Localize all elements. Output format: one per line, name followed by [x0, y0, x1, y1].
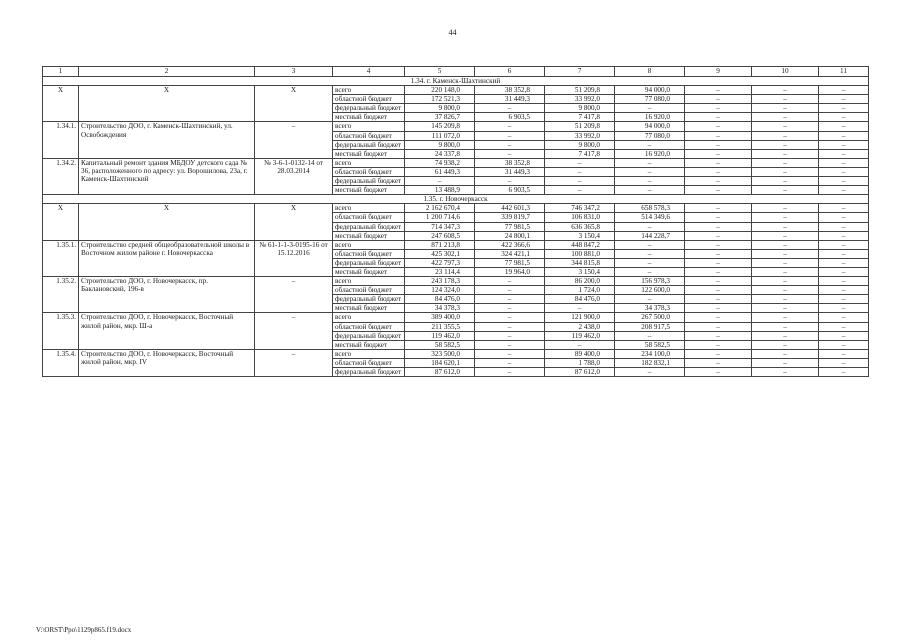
amount-cell: –: [475, 358, 545, 367]
amount-cell: 144 228,7: [615, 231, 685, 240]
funding-source: всего: [333, 349, 405, 358]
amount-cell: –: [615, 177, 685, 186]
amount-cell: 24 337,8: [405, 149, 475, 158]
amount-cell: –: [752, 349, 819, 358]
amount-cell: 344 815,8: [545, 258, 615, 267]
section-title: 1.34. г. Каменск-Шахтинский: [43, 77, 869, 86]
amount-cell: –: [752, 222, 819, 231]
funding-source: федеральный бюджет: [333, 222, 405, 231]
amount-cell: 3 150,4: [545, 267, 615, 276]
amount-cell: 24 800,1: [475, 231, 545, 240]
amount-cell: –: [819, 267, 869, 276]
amount-cell: –: [685, 95, 752, 104]
amount-cell: –: [752, 313, 819, 322]
amount-cell: 87 612,0: [545, 368, 615, 377]
amount-cell: –: [819, 331, 869, 340]
amount-cell: 7 417,8: [545, 149, 615, 158]
amount-cell: 746 347,2: [545, 204, 615, 213]
amount-cell: –: [475, 313, 545, 322]
amount-cell: 16 920,0: [615, 149, 685, 158]
amount-cell: 121 900,0: [545, 313, 615, 322]
amount-cell: 16 920,0: [615, 113, 685, 122]
funding-source: федеральный бюджет: [333, 295, 405, 304]
funding-source: всего: [333, 240, 405, 249]
amount-cell: –: [685, 222, 752, 231]
amount-cell: 2 438,0: [545, 322, 615, 331]
amount-cell: –: [752, 231, 819, 240]
amount-cell: 38 352,8: [475, 86, 545, 95]
amount-cell: –: [752, 177, 819, 186]
amount-cell: –: [475, 149, 545, 158]
amount-cell: –: [752, 149, 819, 158]
item-number: X: [43, 86, 79, 122]
amount-cell: 636 365,8: [545, 222, 615, 231]
item-document: № 61-1-1-3-0195-16 от 15.12.2016: [255, 240, 333, 276]
amount-cell: –: [752, 104, 819, 113]
amount-cell: –: [819, 304, 869, 313]
amount-cell: 658 578,3: [615, 204, 685, 213]
amount-cell: –: [685, 331, 752, 340]
amount-cell: –: [615, 267, 685, 276]
amount-cell: –: [685, 231, 752, 240]
amount-cell: –: [685, 304, 752, 313]
amount-cell: 111 072,0: [405, 131, 475, 140]
amount-cell: –: [475, 104, 545, 113]
amount-cell: –: [819, 104, 869, 113]
amount-cell: –: [752, 304, 819, 313]
amount-cell: –: [752, 186, 819, 195]
column-number: 2: [79, 67, 255, 77]
file-path-footer: V:\ORST\Ppo\1129p865.f19.docx: [36, 626, 132, 634]
amount-cell: –: [615, 331, 685, 340]
budget-table: [42, 66, 869, 377]
column-number: 10: [752, 67, 819, 77]
amount-cell: –: [752, 240, 819, 249]
funding-source: областной бюджет: [333, 95, 405, 104]
amount-cell: 714 347,3: [405, 222, 475, 231]
amount-cell: –: [752, 368, 819, 377]
amount-cell: 324 421,1: [475, 249, 545, 258]
amount-cell: –: [685, 122, 752, 131]
amount-cell: –: [752, 331, 819, 340]
amount-cell: 100 881,0: [545, 249, 615, 258]
amount-cell: –: [819, 122, 869, 131]
funding-source: всего: [333, 158, 405, 167]
amount-cell: –: [685, 295, 752, 304]
funding-source: областной бюджет: [333, 213, 405, 222]
page-number: 44: [448, 28, 457, 37]
amount-cell: –: [752, 340, 819, 349]
amount-cell: –: [685, 258, 752, 267]
amount-cell: –: [819, 258, 869, 267]
column-number: 7: [545, 67, 615, 77]
amount-cell: 124 324,0: [405, 286, 475, 295]
funding-source: всего: [333, 122, 405, 131]
amount-cell: 1 724,0: [545, 286, 615, 295]
amount-cell: –: [819, 149, 869, 158]
amount-cell: –: [819, 322, 869, 331]
amount-cell: 89 400,0: [545, 349, 615, 358]
amount-cell: –: [819, 167, 869, 176]
amount-cell: –: [685, 368, 752, 377]
amount-cell: –: [752, 249, 819, 258]
amount-cell: –: [819, 249, 869, 258]
funding-source: федеральный бюджет: [333, 331, 405, 340]
amount-cell: –: [405, 177, 475, 186]
amount-cell: –: [685, 349, 752, 358]
amount-cell: 9 800,0: [545, 104, 615, 113]
funding-source: местный бюджет: [333, 267, 405, 276]
amount-cell: –: [475, 349, 545, 358]
amount-cell: 34 378,3: [405, 304, 475, 313]
amount-cell: 339 819,7: [475, 213, 545, 222]
table-row: [43, 204, 869, 213]
amount-cell: 122 600,0: [615, 286, 685, 295]
item-document: № 3-6-1-0132-14 от 28.03.2014: [255, 158, 333, 194]
item-number: X: [43, 204, 79, 240]
section-title-row: [43, 77, 869, 86]
amount-cell: –: [475, 140, 545, 149]
amount-cell: –: [819, 177, 869, 186]
column-number: 5: [405, 67, 475, 77]
amount-cell: –: [685, 249, 752, 258]
amount-cell: 9 800,0: [405, 140, 475, 149]
amount-cell: –: [752, 95, 819, 104]
funding-source: областной бюджет: [333, 249, 405, 258]
amount-cell: –: [752, 86, 819, 95]
amount-cell: 323 500,0: [405, 349, 475, 358]
funding-source: всего: [333, 86, 405, 95]
amount-cell: 58 582,5: [405, 340, 475, 349]
amount-cell: 94 000,0: [615, 86, 685, 95]
amount-cell: –: [752, 295, 819, 304]
item-name: X: [79, 86, 255, 122]
amount-cell: –: [685, 286, 752, 295]
amount-cell: –: [685, 322, 752, 331]
column-number-row: [43, 67, 869, 77]
amount-cell: –: [752, 131, 819, 140]
item-name: Строительство ДОО, г. Новочеркасск, Восточный жилой район, мкр. IV: [79, 349, 255, 376]
amount-cell: –: [752, 322, 819, 331]
amount-cell: –: [752, 286, 819, 295]
column-number: 3: [255, 67, 333, 77]
amount-cell: –: [615, 167, 685, 176]
amount-cell: –: [752, 204, 819, 213]
amount-cell: 94 000,0: [615, 122, 685, 131]
amount-cell: 34 378,3: [615, 304, 685, 313]
amount-cell: –: [685, 158, 752, 167]
funding-source: местный бюджет: [333, 231, 405, 240]
table-row: [43, 86, 869, 95]
amount-cell: –: [685, 240, 752, 249]
amount-cell: –: [819, 222, 869, 231]
item-name: Строительство ДОО, г. Каменск-Шахтинский, ул. Освобождения: [79, 122, 255, 158]
amount-cell: –: [475, 304, 545, 313]
amount-cell: 23 114,4: [405, 267, 475, 276]
amount-cell: 106 831,0: [545, 213, 615, 222]
amount-cell: 234 100,0: [615, 349, 685, 358]
amount-cell: 58 582,5: [615, 340, 685, 349]
funding-source: областной бюджет: [333, 322, 405, 331]
amount-cell: 211 355,5: [405, 322, 475, 331]
amount-cell: –: [752, 267, 819, 276]
amount-cell: 77 981,5: [475, 222, 545, 231]
amount-cell: –: [685, 177, 752, 186]
table-row: [43, 277, 869, 286]
amount-cell: 77 080,0: [615, 95, 685, 104]
funding-source: местный бюджет: [333, 340, 405, 349]
amount-cell: –: [819, 95, 869, 104]
amount-cell: 19 964,0: [475, 267, 545, 276]
amount-cell: 77 080,0: [615, 131, 685, 140]
amount-cell: –: [819, 204, 869, 213]
amount-cell: –: [685, 149, 752, 158]
amount-cell: –: [819, 313, 869, 322]
amount-cell: –: [475, 331, 545, 340]
column-number: 9: [685, 67, 752, 77]
amount-cell: 514 349,6: [615, 213, 685, 222]
item-number: 1.34.2.: [43, 158, 79, 194]
amount-cell: 87 612,0: [405, 368, 475, 377]
amount-cell: 84 476,0: [545, 295, 615, 304]
amount-cell: –: [475, 286, 545, 295]
amount-cell: –: [615, 368, 685, 377]
amount-cell: –: [752, 122, 819, 131]
amount-cell: 61 449,3: [405, 167, 475, 176]
amount-cell: 145 209,8: [405, 122, 475, 131]
amount-cell: 9 800,0: [405, 104, 475, 113]
funding-source: всего: [333, 313, 405, 322]
amount-cell: 9 800,0: [545, 140, 615, 149]
amount-cell: –: [685, 204, 752, 213]
funding-source: федеральный бюджет: [333, 140, 405, 149]
amount-cell: –: [685, 104, 752, 113]
amount-cell: –: [819, 340, 869, 349]
amount-cell: –: [819, 295, 869, 304]
amount-cell: –: [819, 113, 869, 122]
table-row: [43, 122, 869, 131]
amount-cell: –: [615, 222, 685, 231]
amount-cell: 3 150,4: [545, 231, 615, 240]
amount-cell: –: [685, 277, 752, 286]
amount-cell: –: [819, 86, 869, 95]
funding-source: федеральный бюджет: [333, 177, 405, 186]
funding-source: областной бюджет: [333, 131, 405, 140]
amount-cell: 31 449,3: [475, 95, 545, 104]
amount-cell: –: [475, 322, 545, 331]
funding-source: всего: [333, 204, 405, 213]
amount-cell: 422 366,6: [475, 240, 545, 249]
amount-cell: –: [752, 158, 819, 167]
funding-source: местный бюджет: [333, 304, 405, 313]
amount-cell: 422 797,3: [405, 258, 475, 267]
item-number: 1.35.4.: [43, 349, 79, 376]
amount-cell: 6 903,5: [475, 186, 545, 195]
amount-cell: –: [615, 258, 685, 267]
item-name: Капитальный ремонт здания МБДОУ детского сада № 36, расположенного по адресу: ул. Ворошилова, 23а, г. Каменск-Шахтинский: [79, 158, 255, 194]
amount-cell: –: [819, 186, 869, 195]
amount-cell: –: [685, 358, 752, 367]
amount-cell: –: [819, 286, 869, 295]
amount-cell: –: [819, 213, 869, 222]
amount-cell: 243 178,3: [405, 277, 475, 286]
amount-cell: –: [685, 340, 752, 349]
item-number: 1.34.1.: [43, 122, 79, 158]
funding-source: федеральный бюджет: [333, 258, 405, 267]
funding-source: местный бюджет: [333, 113, 405, 122]
amount-cell: 33 992,0: [545, 131, 615, 140]
funding-source: областной бюджет: [333, 358, 405, 367]
amount-cell: –: [752, 258, 819, 267]
amount-cell: –: [475, 340, 545, 349]
amount-cell: –: [545, 177, 615, 186]
amount-cell: –: [685, 313, 752, 322]
amount-cell: –: [475, 122, 545, 131]
amount-cell: –: [615, 140, 685, 149]
amount-cell: 31 449,3: [475, 167, 545, 176]
amount-cell: 220 148,0: [405, 86, 475, 95]
column-number: 4: [333, 67, 405, 77]
funding-source: областной бюджет: [333, 167, 405, 176]
amount-cell: 51 209,8: [545, 122, 615, 131]
amount-cell: 247 608,5: [405, 231, 475, 240]
item-name: Строительство ДОО, г. Новочеркасск, пр. Баклановский, 196-в: [79, 277, 255, 313]
amount-cell: –: [615, 249, 685, 258]
amount-cell: –: [545, 158, 615, 167]
amount-cell: –: [615, 240, 685, 249]
amount-cell: 871 213,8: [405, 240, 475, 249]
item-document: X: [255, 204, 333, 240]
section-title: 1.35. г. Новочеркасск: [43, 195, 869, 204]
amount-cell: –: [475, 277, 545, 286]
amount-cell: 208 917,5: [615, 322, 685, 331]
amount-cell: 84 476,0: [405, 295, 475, 304]
amount-cell: –: [819, 140, 869, 149]
item-name: Строительство средней общеобразовательной школы в Восточном жилом районе г. Новочеркасска: [79, 240, 255, 276]
amount-cell: –: [615, 158, 685, 167]
amount-cell: –: [819, 349, 869, 358]
amount-cell: 86 200,0: [545, 277, 615, 286]
column-number: 1: [43, 67, 79, 77]
amount-cell: 425 302,1: [405, 249, 475, 258]
funding-source: федеральный бюджет: [333, 104, 405, 113]
amount-cell: 119 462,0: [405, 331, 475, 340]
amount-cell: –: [545, 340, 615, 349]
item-name: X: [79, 204, 255, 240]
amount-cell: –: [475, 368, 545, 377]
amount-cell: –: [475, 131, 545, 140]
amount-cell: –: [685, 213, 752, 222]
amount-cell: –: [545, 186, 615, 195]
amount-cell: 389 400,0: [405, 313, 475, 322]
amount-cell: –: [545, 304, 615, 313]
amount-cell: 51 209,8: [545, 86, 615, 95]
item-document: X: [255, 86, 333, 122]
item-document: –: [255, 349, 333, 376]
amount-cell: 119 462,0: [545, 331, 615, 340]
amount-cell: –: [819, 231, 869, 240]
item-number: 1.35.3.: [43, 313, 79, 349]
amount-cell: –: [819, 358, 869, 367]
amount-cell: 77 981,5: [475, 258, 545, 267]
column-number: 8: [615, 67, 685, 77]
amount-cell: 448 847,2: [545, 240, 615, 249]
amount-cell: –: [685, 186, 752, 195]
funding-source: местный бюджет: [333, 186, 405, 195]
amount-cell: –: [819, 368, 869, 377]
amount-cell: –: [545, 167, 615, 176]
amount-cell: 267 500,0: [615, 313, 685, 322]
amount-cell: 13 488,9: [405, 186, 475, 195]
amount-cell: 156 978,3: [615, 277, 685, 286]
amount-cell: 1 788,0: [545, 358, 615, 367]
column-number: 6: [475, 67, 545, 77]
amount-cell: –: [819, 277, 869, 286]
amount-cell: –: [752, 358, 819, 367]
funding-source: федеральный бюджет: [333, 368, 405, 377]
amount-cell: –: [819, 158, 869, 167]
table-row: [43, 349, 869, 358]
table-row: [43, 313, 869, 322]
amount-cell: –: [615, 295, 685, 304]
item-name: Строительство ДОО, г. Новочеркасск, Восточный жилой район, мкр. Ш-а: [79, 313, 255, 349]
amount-cell: 6 903,5: [475, 113, 545, 122]
amount-cell: 33 992,0: [545, 95, 615, 104]
amount-cell: –: [752, 213, 819, 222]
amount-cell: 1 200 714,6: [405, 213, 475, 222]
amount-cell: –: [685, 113, 752, 122]
amount-cell: –: [685, 86, 752, 95]
item-document: –: [255, 122, 333, 158]
amount-cell: –: [752, 277, 819, 286]
funding-source: местный бюджет: [333, 149, 405, 158]
amount-cell: –: [752, 113, 819, 122]
amount-cell: –: [752, 140, 819, 149]
item-number: 1.35.1.: [43, 240, 79, 276]
amount-cell: –: [685, 131, 752, 140]
amount-cell: 182 832,1: [615, 358, 685, 367]
funding-source: областной бюджет: [333, 286, 405, 295]
amount-cell: –: [475, 295, 545, 304]
amount-cell: –: [615, 104, 685, 113]
amount-cell: 172 521,3: [405, 95, 475, 104]
amount-cell: –: [615, 186, 685, 195]
amount-cell: 442 601,3: [475, 204, 545, 213]
amount-cell: 184 620,1: [405, 358, 475, 367]
amount-cell: –: [685, 140, 752, 149]
column-number: 11: [819, 67, 869, 77]
amount-cell: –: [685, 167, 752, 176]
amount-cell: 38 352,8: [475, 158, 545, 167]
amount-cell: 7 417,8: [545, 113, 615, 122]
amount-cell: –: [819, 131, 869, 140]
table-row: [43, 240, 869, 249]
amount-cell: –: [685, 267, 752, 276]
amount-cell: –: [475, 177, 545, 186]
amount-cell: 2 162 670,4: [405, 204, 475, 213]
amount-cell: 74 938,2: [405, 158, 475, 167]
item-number: 1.35.2.: [43, 277, 79, 313]
amount-cell: –: [819, 240, 869, 249]
amount-cell: –: [752, 167, 819, 176]
table-row: [43, 158, 869, 167]
amount-cell: 37 826,7: [405, 113, 475, 122]
funding-source: всего: [333, 277, 405, 286]
section-title-row: [43, 195, 869, 204]
item-document: –: [255, 277, 333, 313]
item-document: –: [255, 313, 333, 349]
